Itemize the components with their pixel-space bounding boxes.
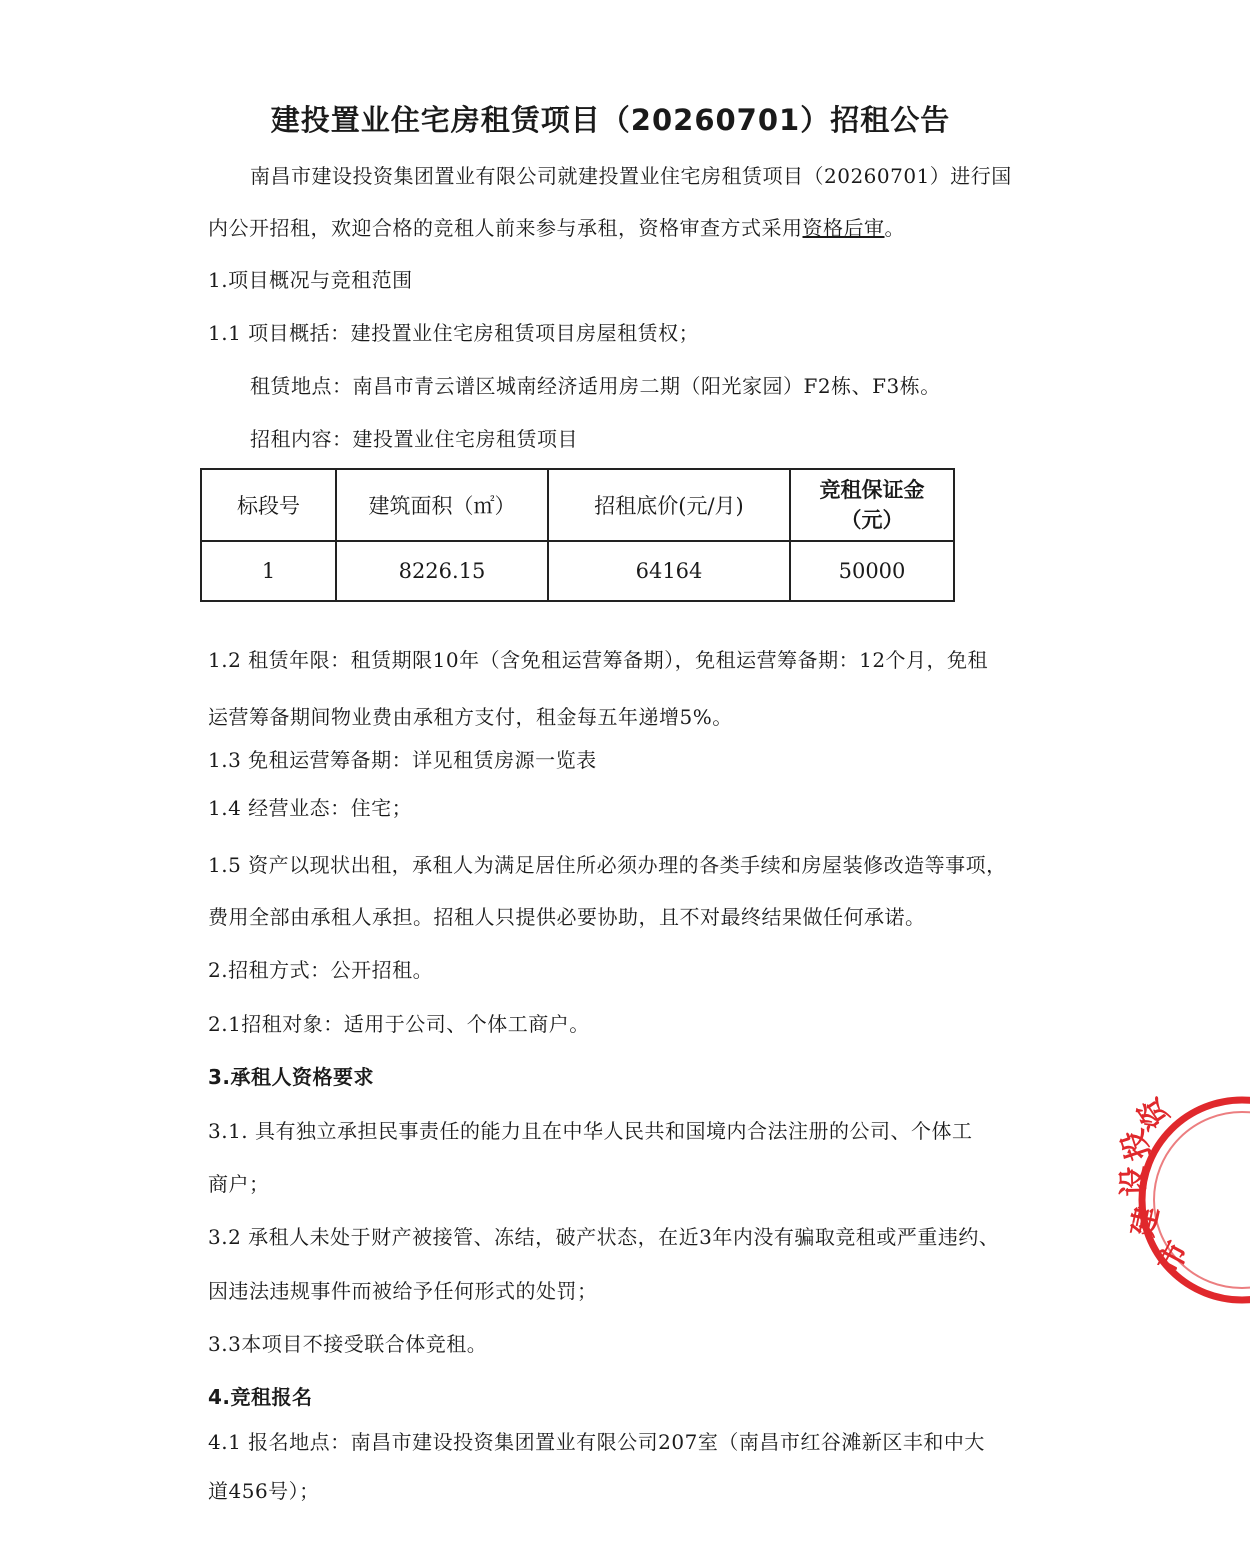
table-header-row [201,469,954,541]
lease-content: 招租内容：建投置业住宅房租赁项目 [250,427,578,451]
paragraph-3-2-line-2: 因违法违规事件而被给予任何形式的处罚； [208,1279,598,1303]
header-deposit-line-2: （元） [840,508,904,532]
page-title: 建投置业住宅房租赁项目（20260701）招租公告 [270,103,951,137]
cell-base-price: 64164 [548,541,790,601]
paragraph-1-4: 1.4 经营业态：住宅； [208,796,413,820]
svg-text:投: 投 [1115,1124,1158,1165]
cell-floor-area: 8226.15 [336,541,548,601]
section-2-heading: 2.招租方式：公开招租。 [208,958,434,982]
svg-text:资: 资 [1130,1090,1177,1136]
section-1-heading: 1.项目概况与竞租范围 [208,268,413,292]
bid-table [200,468,955,602]
cell-deposit: 50000 [790,541,954,601]
paragraph-3-2-line-1: 3.2 承租人未处于财产被接管、冻结，破产状态，在近3年内没有骗取竞租或严重违约、 [208,1225,1000,1249]
header-deposit-line-1: 竞租保证金 [819,478,925,502]
paragraph-3-1-line-2: 商户； [208,1172,270,1196]
section-3-heading: 3.承租人资格要求 [208,1065,375,1089]
paragraph-3-1-line-1: 3.1. 具有独立承担民事责任的能力且在中华人民共和国境内合法注册的公司、个体工 [208,1119,973,1143]
paragraph-1-1: 1.1 项目概括：建投置业住宅房租赁项目房屋租赁权； [208,321,700,345]
intro-line-1: 南昌市建设投资集团置业有限公司就建投置业住宅房租赁项目（20260701）进行国 [250,164,1012,188]
section-4-heading: 4.竞租报名 [208,1385,313,1409]
paragraph-1-3: 1.3 免租运营筹备期：详见租赁房源一览表 [208,748,597,772]
svg-text:设: 设 [1115,1165,1152,1197]
paragraph-1-2-line-1: 1.2 租赁年限：租赁期限10年（含免租运营筹备期），免租运营筹备期：12个月，免租 [208,648,989,672]
paragraph-4-1-line-2: 道456号）； [208,1479,320,1503]
header-lot-number: 标段号 [201,469,336,541]
paragraph-1-5-line-2: 费用全部由承租人承担。招租人只提供必要协助，且不对最终结果做任何承诺。 [208,905,926,929]
header-deposit [790,469,954,541]
header-base-price: 招租底价(元/月) [548,469,790,541]
intro-line-2-text: 内公开招租，欢迎合格的竞租人前来参与承租，资格审查方式采用 [208,216,803,240]
paragraph-2-1: 2.1招租对象：适用于公司、个体工商户。 [208,1012,590,1036]
cell-lot-number: 1 [201,541,336,601]
paragraph-1-2-line-2: 运营筹备期间物业费由承租方支付，租金每五年递增5%。 [208,705,733,729]
review-method: 资格后审 [802,216,885,240]
header-floor-area: 建筑面积（㎡） [336,469,548,541]
paragraph-3-3: 3.3本项目不接受联合体竞租。 [208,1332,488,1356]
svg-text:市: 市 [1151,1235,1197,1279]
svg-text:建: 建 [1125,1203,1167,1240]
intro-line-2-end: 。 [884,216,905,240]
company-seal [1115,1040,1250,1280]
lease-location: 租赁地点：南昌市青云谱区城南经济适用房二期（阳光家园）F2栋、F3栋。 [250,374,941,398]
table-row [201,541,954,601]
intro-line-2 [208,214,905,242]
paragraph-1-5-line-1: 1.5 资产以现状出租，承租人为满足居住所必须办理的各类手续和房屋装修改造等事项， [208,853,1007,877]
paragraph-4-1-line-1: 4.1 报名地点：南昌市建设投资集团置业有限公司207室（南昌市红谷滩新区丰和中大 [208,1430,985,1454]
